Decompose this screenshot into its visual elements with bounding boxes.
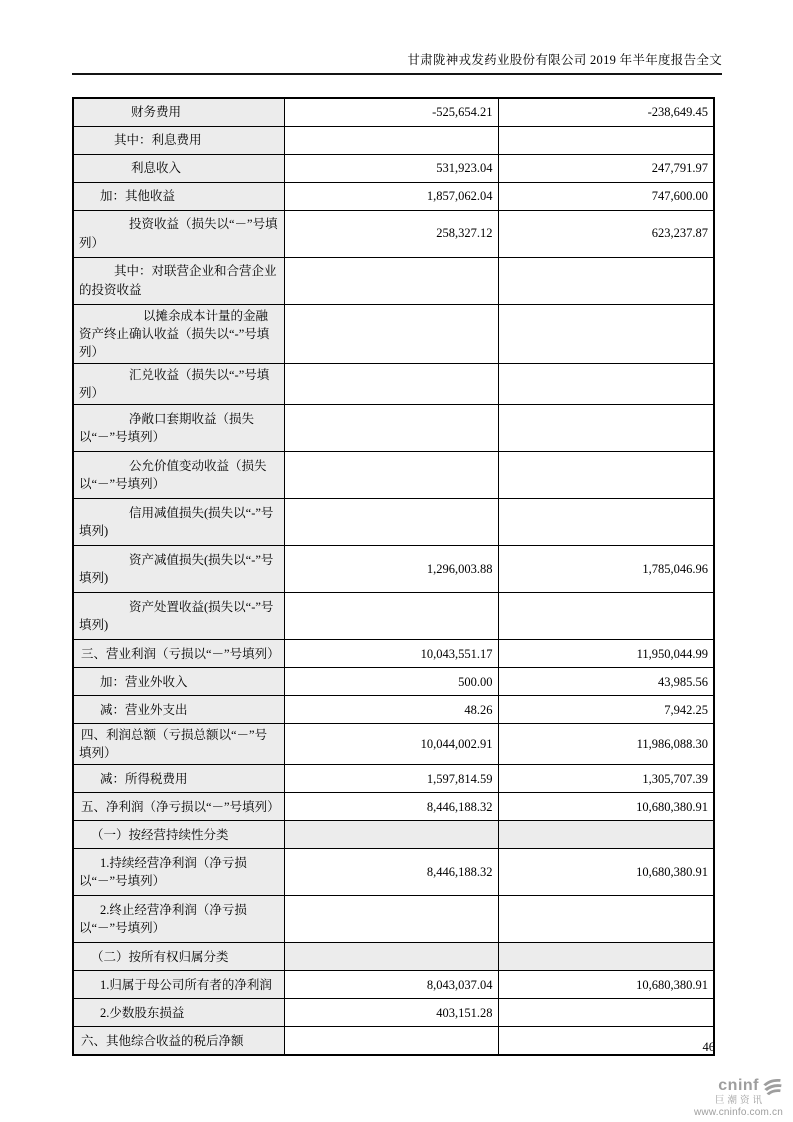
table-row [73,668,714,696]
value-cell-current-period: 48.26 [284,696,498,724]
value-cell-current-period [284,126,498,154]
value-cell-prior-period: 1,305,707.39 [498,765,714,793]
value-cell-current-period: -525,654.21 [284,98,498,126]
table-row [73,126,714,154]
value-cell-prior-period [498,126,714,154]
table-row [73,640,714,668]
table-row [73,724,714,765]
value-cell-current-period [284,304,498,363]
value-cell-current-period [284,257,498,304]
value-cell-current-period: 500.00 [284,668,498,696]
value-cell-prior-period: 10,680,380.91 [498,793,714,821]
value-cell-prior-period: 747,600.00 [498,182,714,210]
table-row [73,593,714,640]
value-cell-current-period: 1,597,814.59 [284,765,498,793]
table-row [73,696,714,724]
value-cell-prior-period [498,405,714,452]
row-item-label: 其中：利息费用 [73,126,284,154]
value-cell-prior-period: 43,985.56 [498,668,714,696]
table-row [73,98,714,126]
value-cell-prior-period: 247,791.97 [498,154,714,182]
row-item-label: 信用减值损失(损失以“-”号填列) [73,499,284,546]
table-row [73,405,714,452]
row-item-label: 六、其他综合收益的税后净额 [73,1027,284,1055]
cninfo-logo-row [694,1076,783,1096]
row-item-label: 加：营业外收入 [73,668,284,696]
cninfo-logo [694,1076,783,1118]
value-cell-current-period [284,499,498,546]
cninfo-logo-icon [761,1076,783,1096]
row-item-label: 利息收入 [73,154,284,182]
row-item-label: 减：所得税费用 [73,765,284,793]
income-statement-table [72,97,715,1056]
value-cell-prior-period: 11,986,088.30 [498,724,714,765]
row-item-label: 财务费用 [73,98,284,126]
value-cell-current-period [284,1027,498,1055]
table-row [73,999,714,1027]
value-cell-prior-period: 1,785,046.96 [498,546,714,593]
table-row [73,1027,714,1055]
table-row [73,765,714,793]
value-cell-prior-period [498,821,714,849]
value-cell-current-period [284,593,498,640]
page-number: 46 [702,1040,715,1054]
value-cell-prior-period [498,943,714,971]
table-row [73,363,714,404]
value-cell-current-period [284,821,498,849]
value-cell-current-period: 8,043,037.04 [284,971,498,999]
table-row [73,849,714,896]
value-cell-current-period: 10,043,551.17 [284,640,498,668]
value-cell-current-period [284,943,498,971]
report-header-title: 甘肃陇神戎发药业股份有限公司 2019 年半年度报告全文 [72,50,722,75]
cninfo-logo-url: www.cninfo.com.cn [694,1106,783,1118]
row-item-label: 资产处置收益(损失以“-”号填列) [73,593,284,640]
value-cell-prior-period [498,257,714,304]
row-item-label: 1.持续经营净利润（净亏损以“－”号填列） [73,849,284,896]
value-cell-current-period: 1,857,062.04 [284,182,498,210]
value-cell-current-period: 10,044,002.91 [284,724,498,765]
row-item-label: 公允价值变动收益（损失以“－”号填列） [73,452,284,499]
table-row [73,210,714,257]
value-cell-current-period: 258,327.12 [284,210,498,257]
table-row [73,154,714,182]
row-item-label: 其中：对联营企业和合营企业的投资收益 [73,257,284,304]
value-cell-prior-period [498,452,714,499]
value-cell-current-period: 531,923.04 [284,154,498,182]
row-item-label: 以摊余成本计量的金融资产终止确认收益（损失以“-”号填列） [73,304,284,363]
row-item-label: 1.归属于母公司所有者的净利润 [73,971,284,999]
value-cell-prior-period [498,1027,714,1055]
table-row [73,452,714,499]
value-cell-prior-period: -238,649.45 [498,98,714,126]
table-row [73,971,714,999]
table-row [73,304,714,363]
cninfo-logo-wordmark: cninf [718,1076,759,1094]
value-cell-prior-period: 7,942.25 [498,696,714,724]
row-item-label: 2.少数股东损益 [73,999,284,1027]
value-cell-current-period: 8,446,188.32 [284,793,498,821]
value-cell-current-period [284,452,498,499]
row-item-label: 净敞口套期收益（损失以“－”号填列） [73,405,284,452]
value-cell-prior-period: 10,680,380.91 [498,849,714,896]
value-cell-prior-period [498,363,714,404]
value-cell-prior-period [498,593,714,640]
value-cell-current-period [284,363,498,404]
row-item-label: （二）按所有权归属分类 [73,943,284,971]
row-item-label: 加：其他收益 [73,182,284,210]
value-cell-current-period [284,896,498,943]
value-cell-prior-period [498,896,714,943]
table-row [73,943,714,971]
table-row [73,821,714,849]
row-item-label: 减：营业外支出 [73,696,284,724]
row-item-label: 2.终止经营净利润（净亏损以“－”号填列） [73,896,284,943]
row-item-label: 四、利润总额（亏损总额以“－”号填列） [73,724,284,765]
value-cell-prior-period: 623,237.87 [498,210,714,257]
table-row [73,896,714,943]
row-item-label: 汇兑收益（损失以“-”号填列） [73,363,284,404]
value-cell-current-period: 1,296,003.88 [284,546,498,593]
row-item-label: 五、净利润（净亏损以“－”号填列） [73,793,284,821]
value-cell-prior-period [498,999,714,1027]
row-item-label: （一）按经营持续性分类 [73,821,284,849]
cninfo-logo-name: 巨潮资讯 [714,1095,765,1106]
table-row [73,793,714,821]
value-cell-prior-period: 11,950,044.99 [498,640,714,668]
table-row [73,182,714,210]
value-cell-current-period: 8,446,188.32 [284,849,498,896]
value-cell-current-period [284,405,498,452]
value-cell-prior-period [498,304,714,363]
table-row [73,499,714,546]
value-cell-prior-period [498,499,714,546]
table-row [73,257,714,304]
row-item-label: 投资收益（损失以“－”号填列） [73,210,284,257]
table-row [73,546,714,593]
row-item-label: 资产减值损失(损失以“-”号填列) [73,546,284,593]
row-item-label: 三、营业利润（亏损以“－”号填列） [73,640,284,668]
value-cell-current-period: 403,151.28 [284,999,498,1027]
income-statement-body [73,98,714,1055]
value-cell-prior-period: 10,680,380.91 [498,971,714,999]
